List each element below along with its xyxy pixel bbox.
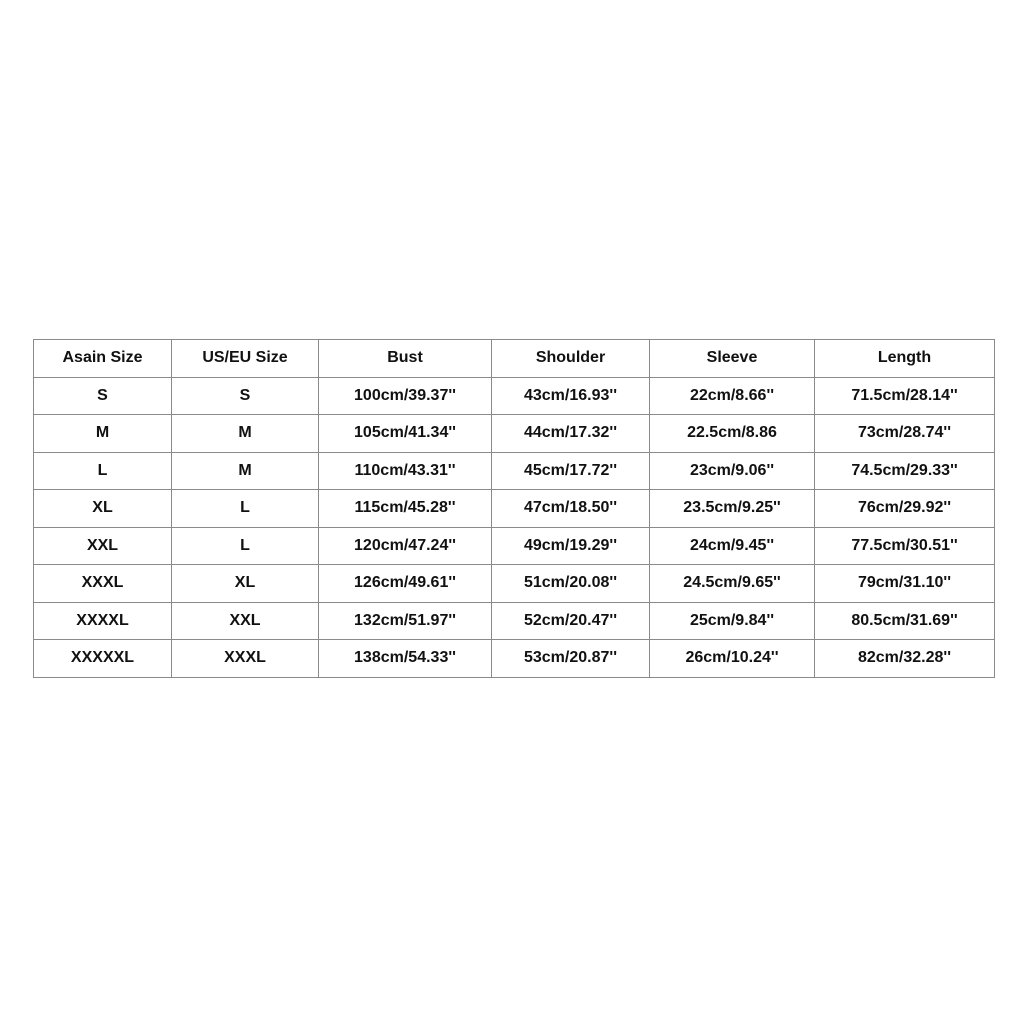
cell-us-eu-size: XL bbox=[172, 565, 319, 603]
table-row bbox=[34, 565, 995, 603]
cell-us-eu-size: S bbox=[172, 377, 319, 415]
cell-shoulder: 52cm/20.47'' bbox=[492, 602, 650, 640]
cell-bust: 100cm/39.37'' bbox=[319, 377, 492, 415]
size-chart-table bbox=[33, 339, 995, 678]
cell-sleeve: 24cm/9.45'' bbox=[650, 527, 815, 565]
cell-bust: 132cm/51.97'' bbox=[319, 602, 492, 640]
table-row bbox=[34, 415, 995, 453]
cell-sleeve: 23.5cm/9.25'' bbox=[650, 490, 815, 528]
cell-shoulder: 49cm/19.29'' bbox=[492, 527, 650, 565]
cell-us-eu-size: L bbox=[172, 527, 319, 565]
cell-us-eu-size: XXXL bbox=[172, 640, 319, 678]
cell-asian-size: XL bbox=[34, 490, 172, 528]
cell-bust: 110cm/43.31'' bbox=[319, 452, 492, 490]
cell-length: 76cm/29.92'' bbox=[815, 490, 995, 528]
table-row bbox=[34, 602, 995, 640]
table-row bbox=[34, 527, 995, 565]
cell-length: 79cm/31.10'' bbox=[815, 565, 995, 603]
cell-shoulder: 47cm/18.50'' bbox=[492, 490, 650, 528]
cell-bust: 105cm/41.34'' bbox=[319, 415, 492, 453]
cell-sleeve: 26cm/10.24'' bbox=[650, 640, 815, 678]
cell-asian-size: M bbox=[34, 415, 172, 453]
cell-shoulder: 45cm/17.72'' bbox=[492, 452, 650, 490]
cell-length: 82cm/32.28'' bbox=[815, 640, 995, 678]
cell-asian-size: L bbox=[34, 452, 172, 490]
cell-asian-size: S bbox=[34, 377, 172, 415]
cell-shoulder: 53cm/20.87'' bbox=[492, 640, 650, 678]
cell-asian-size: XXXXL bbox=[34, 602, 172, 640]
header-length: Length bbox=[815, 340, 995, 378]
cell-bust: 126cm/49.61'' bbox=[319, 565, 492, 603]
cell-length: 73cm/28.74'' bbox=[815, 415, 995, 453]
cell-us-eu-size: M bbox=[172, 452, 319, 490]
table-row bbox=[34, 490, 995, 528]
cell-us-eu-size: L bbox=[172, 490, 319, 528]
cell-bust: 120cm/47.24'' bbox=[319, 527, 492, 565]
header-bust: Bust bbox=[319, 340, 492, 378]
cell-sleeve: 22.5cm/8.86 bbox=[650, 415, 815, 453]
cell-length: 71.5cm/28.14'' bbox=[815, 377, 995, 415]
cell-sleeve: 22cm/8.66'' bbox=[650, 377, 815, 415]
header-asian-size: Asain Size bbox=[34, 340, 172, 378]
header-shoulder: Shoulder bbox=[492, 340, 650, 378]
table-row bbox=[34, 377, 995, 415]
cell-asian-size: XXXL bbox=[34, 565, 172, 603]
table-row bbox=[34, 452, 995, 490]
cell-length: 74.5cm/29.33'' bbox=[815, 452, 995, 490]
cell-sleeve: 23cm/9.06'' bbox=[650, 452, 815, 490]
cell-length: 80.5cm/31.69'' bbox=[815, 602, 995, 640]
cell-asian-size: XXL bbox=[34, 527, 172, 565]
header-sleeve: Sleeve bbox=[650, 340, 815, 378]
cell-shoulder: 44cm/17.32'' bbox=[492, 415, 650, 453]
cell-bust: 138cm/54.33'' bbox=[319, 640, 492, 678]
cell-us-eu-size: XXL bbox=[172, 602, 319, 640]
table-row bbox=[34, 640, 995, 678]
cell-length: 77.5cm/30.51'' bbox=[815, 527, 995, 565]
header-us-eu-size: US/EU Size bbox=[172, 340, 319, 378]
cell-us-eu-size: M bbox=[172, 415, 319, 453]
cell-bust: 115cm/45.28'' bbox=[319, 490, 492, 528]
cell-shoulder: 43cm/16.93'' bbox=[492, 377, 650, 415]
cell-asian-size: XXXXXL bbox=[34, 640, 172, 678]
table-header-row bbox=[34, 340, 995, 378]
cell-sleeve: 24.5cm/9.65'' bbox=[650, 565, 815, 603]
cell-sleeve: 25cm/9.84'' bbox=[650, 602, 815, 640]
cell-shoulder: 51cm/20.08'' bbox=[492, 565, 650, 603]
